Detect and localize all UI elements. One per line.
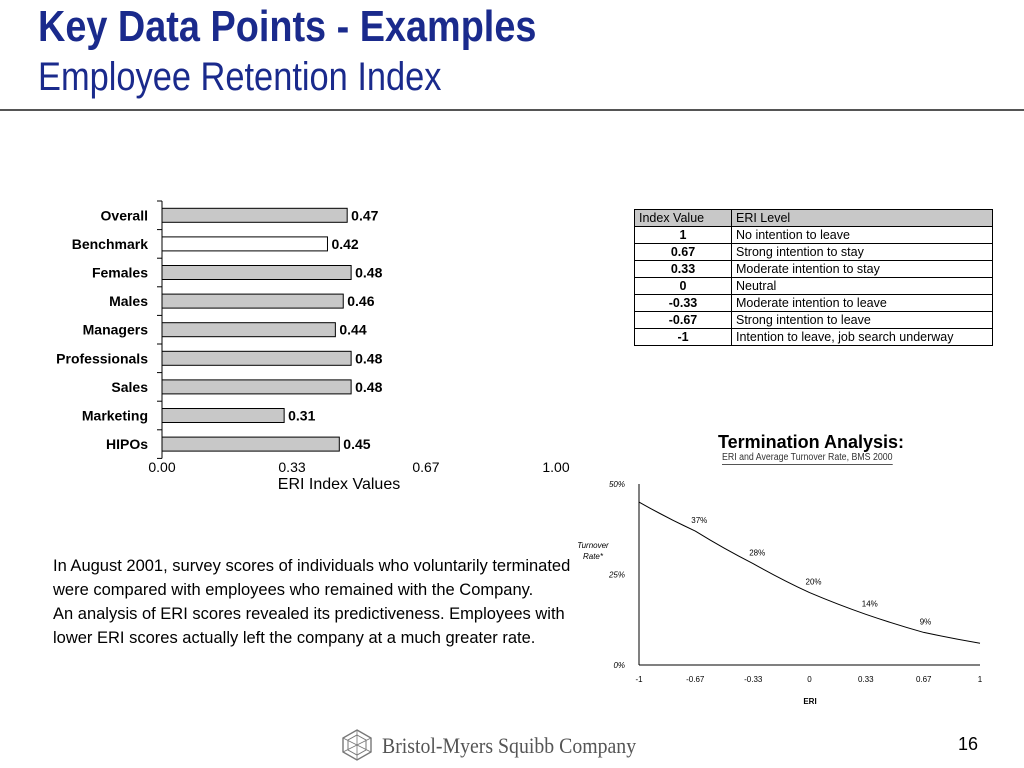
bms-logo-icon xyxy=(341,729,373,761)
table-cell-index: -1 xyxy=(635,329,732,346)
bar-value-label: 0.46 xyxy=(347,293,375,310)
bar-benchmark xyxy=(162,237,327,251)
table-cell-index: 0 xyxy=(635,278,732,295)
bar-managers xyxy=(162,323,335,337)
bar-professionals xyxy=(162,351,351,365)
analysis-paragraph-1: In August 2001, survey scores of individuals who voluntarily terminated were compared with employees who remained with the Company. xyxy=(53,557,571,599)
table-row xyxy=(635,278,993,295)
table-cell-level: Strong intention to stay xyxy=(732,244,993,261)
y-tick-label: 0% xyxy=(613,661,625,670)
bar-sales xyxy=(162,380,351,394)
category-label: Sales xyxy=(111,378,148,395)
bar-value-label: 0.31 xyxy=(288,407,316,424)
category-label: Managers xyxy=(82,321,148,338)
table-row xyxy=(635,329,993,346)
table-row xyxy=(635,261,993,278)
category-label: Professionals xyxy=(56,350,148,367)
table-row xyxy=(635,295,993,312)
y-tick-label: 25% xyxy=(608,570,625,580)
category-label: Males xyxy=(109,293,148,310)
line-x-axis-title: ERI xyxy=(803,697,817,706)
bar-value-label: 0.42 xyxy=(331,235,359,252)
analysis-paragraph-2: An analysis of ERI scores revealed its predictiveness. Employees with lower ERI scores actually left the company at a much greater rate. xyxy=(53,605,565,647)
y-tick-label: 50% xyxy=(608,480,625,489)
category-label: Benchmark xyxy=(71,235,148,252)
point-value-label: 14% xyxy=(861,599,878,609)
table-row xyxy=(635,227,993,244)
table-cell-index: 0.67 xyxy=(635,244,732,261)
bar-marketing xyxy=(162,409,284,423)
bar-value-label: 0.44 xyxy=(339,321,367,338)
table-cell-level: No intention to leave xyxy=(732,227,993,244)
table-cell-level: Intention to leave, job search underway xyxy=(732,329,993,346)
table-cell-level: Moderate intention to stay xyxy=(732,261,993,278)
table-header-eri-level: ERI Level xyxy=(732,210,993,227)
company-name: Bristol-Myers Squibb Company xyxy=(382,733,637,758)
table-row xyxy=(635,312,993,329)
x-tick-label: 0.00 xyxy=(148,459,176,475)
table-cell-level: Moderate intention to leave xyxy=(732,295,993,312)
x-tick-label: 1 xyxy=(977,675,983,684)
x-tick-label: 0 xyxy=(807,675,812,684)
bar-value-label: 0.47 xyxy=(351,207,379,224)
x-tick-label: -0.67 xyxy=(686,675,705,684)
x-tick-label: 0.67 xyxy=(915,675,932,684)
table-cell-index: -0.67 xyxy=(635,312,732,329)
page-number: 16 xyxy=(958,734,979,754)
table-cell-level: Neutral xyxy=(732,278,993,295)
bar-value-label: 0.45 xyxy=(343,436,371,453)
x-tick-label: 0.33 xyxy=(857,675,874,684)
point-value-label: 9% xyxy=(919,617,932,627)
table-row xyxy=(635,244,993,261)
line-y-axis-title: Turnover Rate* xyxy=(577,541,609,561)
eri-bar-chart xyxy=(0,0,600,500)
table-cell-index: 1 xyxy=(635,227,732,244)
x-tick-label: 1.00 xyxy=(542,459,570,475)
table-cell-index: 0.33 xyxy=(635,261,732,278)
page-title: Key Data Points - Examples xyxy=(38,2,537,51)
bar-females xyxy=(162,266,351,280)
page-subtitle: Employee Retention Index xyxy=(38,55,442,99)
table-header-index-value: Index Value xyxy=(635,210,732,227)
x-tick-label: 0.33 xyxy=(278,459,306,475)
table-cell-index: -0.33 xyxy=(635,295,732,312)
x-tick-label: -1 xyxy=(635,675,643,684)
termination-chart-subtitle: ERI and Average Turnover Rate, BMS 2000 xyxy=(722,452,893,463)
bar-value-label: 0.48 xyxy=(355,350,383,367)
bar-value-label: 0.48 xyxy=(355,378,383,395)
point-value-label: 20% xyxy=(805,577,822,587)
x-tick-label: -0.33 xyxy=(744,675,763,684)
table-header-row xyxy=(635,210,993,227)
eri-level-table xyxy=(634,209,993,346)
bar-hipos xyxy=(162,437,339,451)
x-tick-label: 0.67 xyxy=(412,459,440,475)
termination-analysis-title: Termination Analysis: xyxy=(718,432,905,452)
bar-males xyxy=(162,294,343,308)
x-axis-title: ERI Index Values xyxy=(277,476,401,493)
bar-overall xyxy=(162,208,347,222)
category-label: Females xyxy=(91,264,148,281)
category-label: Marketing xyxy=(81,407,148,424)
point-value-label: 28% xyxy=(749,548,766,558)
analysis-text xyxy=(53,554,583,650)
bar-value-label: 0.48 xyxy=(355,264,383,281)
turnover-series-line xyxy=(639,502,980,643)
category-label: Overall xyxy=(100,207,148,224)
table-cell-level: Strong intention to leave xyxy=(732,312,993,329)
category-label: HIPOs xyxy=(105,436,148,453)
point-value-label: 37% xyxy=(691,516,708,526)
